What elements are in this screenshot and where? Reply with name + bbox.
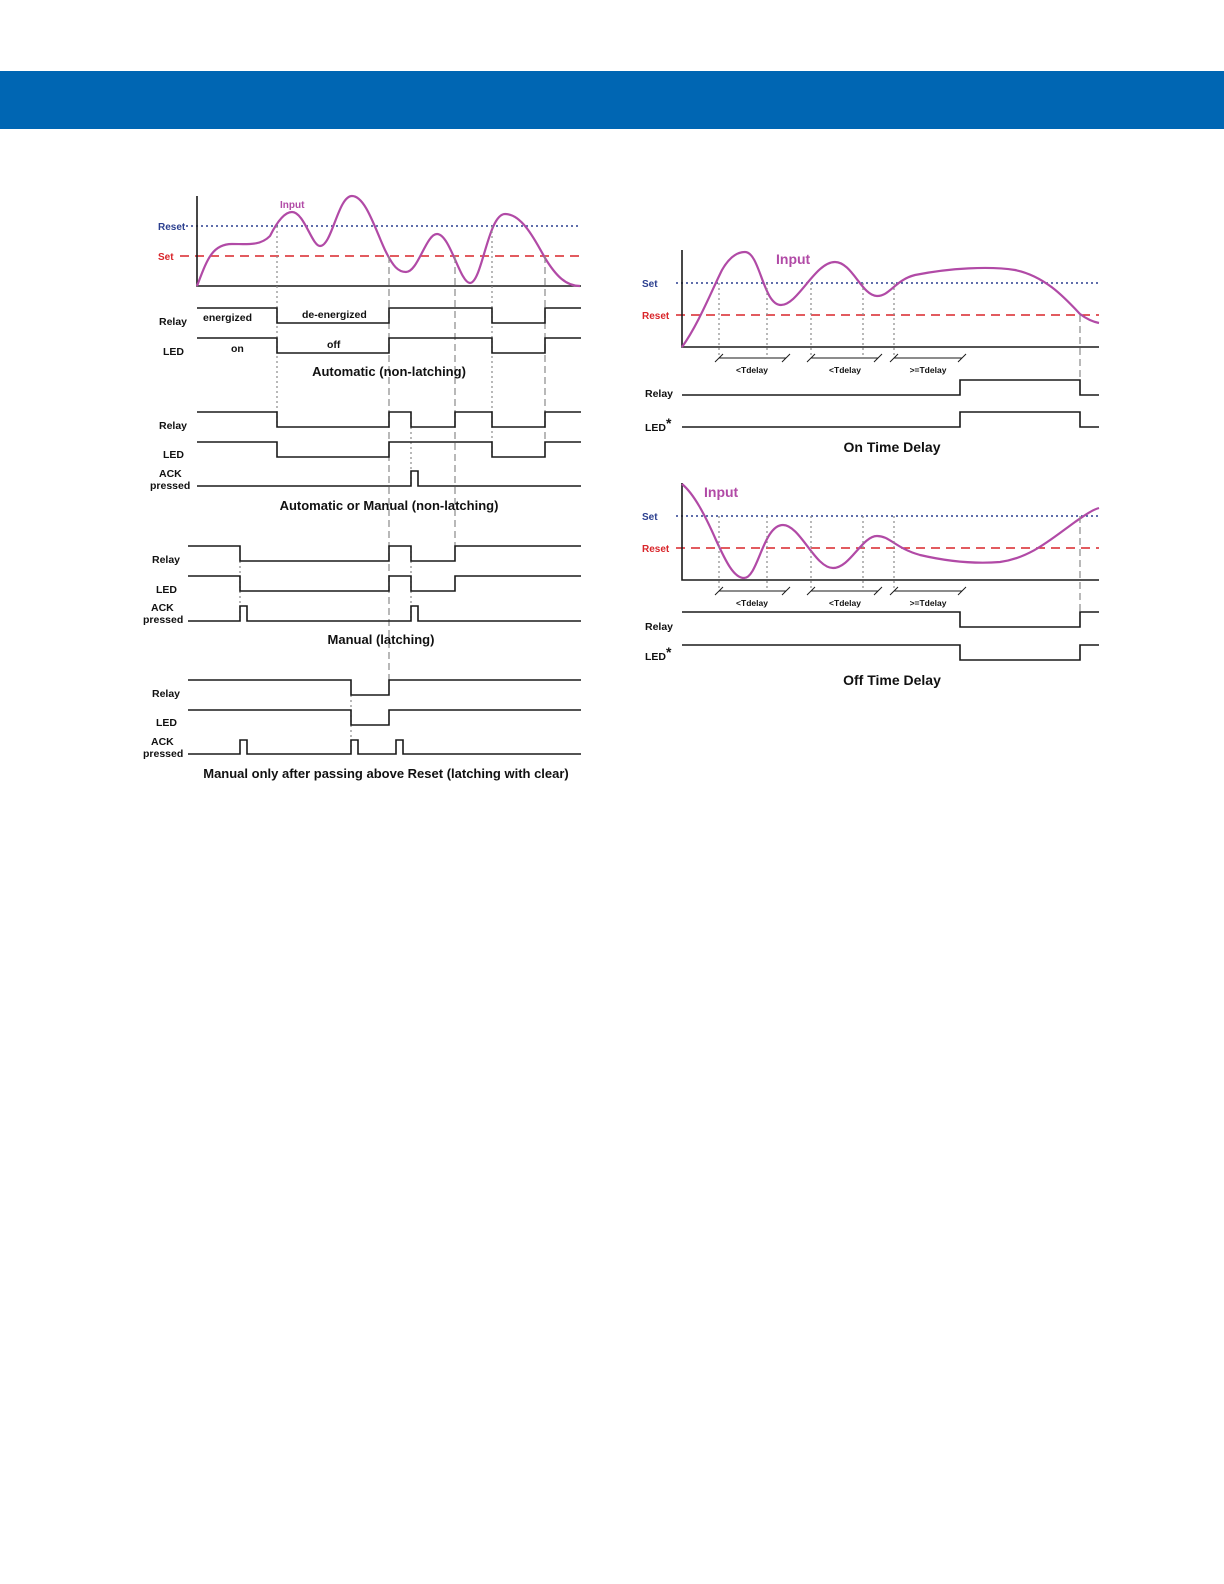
auto-title: Automatic (non-latching) [312, 364, 466, 379]
on-led-label: LED [645, 422, 666, 434]
on-axis [682, 250, 1099, 347]
set-label: Set [158, 252, 174, 263]
auto-led-label: LED [163, 346, 184, 358]
man-relay-signal [188, 546, 581, 561]
input-label: Input [280, 200, 305, 211]
off-delay-diagram [642, 483, 1099, 688]
mc-title: Manual only after passing above Reset (latching with clear) [203, 766, 569, 781]
on-led-signal [682, 412, 1099, 427]
auto-section [159, 308, 581, 379]
manual-clear-section [143, 680, 581, 781]
on-relay-label: Relay [645, 388, 674, 400]
man-led-signal [188, 576, 581, 591]
on-title: On Time Delay [843, 439, 941, 455]
off-input-curve [682, 484, 1099, 578]
on-delay-diagram [642, 250, 1099, 455]
off-led-signal [682, 645, 1099, 660]
on-reset-label: Reset [642, 311, 670, 322]
auto-led-signal [197, 338, 581, 353]
off-led-label: LED [645, 651, 666, 663]
am-led-signal [197, 442, 581, 457]
man-relay-label: Relay [152, 554, 181, 566]
man-ack-signal [188, 606, 581, 621]
on-input-curve [682, 252, 1099, 347]
am-pressed-label: pressed [150, 480, 191, 492]
man-led-label: LED [156, 584, 177, 596]
mc-led-label: LED [156, 717, 177, 729]
left-guides [240, 226, 545, 754]
off-input-label: Input [704, 484, 739, 500]
am-relay-signal [197, 412, 581, 427]
on-set-label: Set [642, 279, 658, 290]
am-led-label: LED [163, 449, 184, 461]
man-pressed-label: pressed [143, 614, 184, 626]
man-ack-label: ACK [151, 602, 174, 614]
auto-manual-section [150, 412, 581, 513]
on-t3: >=Tdelay [909, 365, 947, 375]
on-input-label: Input [776, 251, 811, 267]
mc-led-signal [188, 710, 581, 725]
reset-label: Reset [158, 222, 186, 233]
mc-ack-signal [188, 740, 581, 754]
off-relay-signal [682, 612, 1099, 627]
on-label: on [231, 343, 244, 355]
am-relay-label: Relay [159, 420, 188, 432]
off-led-star: * [666, 644, 672, 660]
off-label: off [327, 339, 341, 351]
off-t2: <Tdelay [829, 598, 861, 608]
on-t1: <Tdelay [736, 365, 768, 375]
mc-relay-label: Relay [152, 688, 181, 700]
off-axis [682, 483, 1099, 580]
deenergized-label: de-energized [302, 309, 367, 321]
off-relay-label: Relay [645, 621, 674, 633]
mc-ack-label: ACK [151, 736, 174, 748]
off-t3: >=Tdelay [909, 598, 947, 608]
auto-relay-signal [197, 308, 581, 323]
off-title: Off Time Delay [843, 672, 941, 688]
energized-label: energized [203, 312, 253, 324]
on-led-star: * [666, 415, 672, 431]
am-ack-label: ACK [159, 468, 182, 480]
manual-section [143, 546, 581, 647]
man-title: Manual (latching) [327, 632, 435, 647]
mc-relay-signal [188, 680, 581, 695]
on-relay-signal [682, 380, 1099, 395]
off-set-label: Set [642, 512, 658, 523]
on-t2: <Tdelay [829, 365, 861, 375]
off-reset-label: Reset [642, 544, 670, 555]
auto-relay-label: Relay [159, 316, 188, 328]
left-input-graph [158, 196, 581, 286]
mc-pressed-label: pressed [143, 748, 184, 760]
off-t1: <Tdelay [736, 598, 768, 608]
am-title: Automatic or Manual (non-latching) [279, 498, 499, 513]
